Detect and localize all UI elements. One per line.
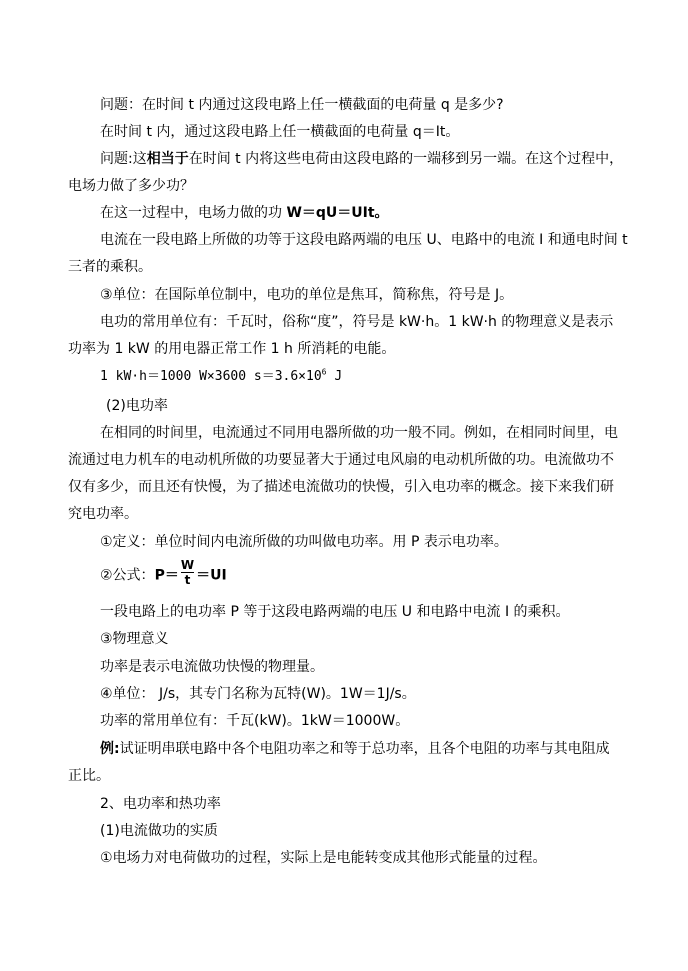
kwh-conversion-main: 1 kW·h＝1000 W×3600 s＝3.6×10 [100,369,322,384]
power-formula-fraction [181,559,194,586]
question-work-line2: 电场力做了多少功？ [68,178,194,194]
question-charge: 问题：在时间 t 内通过这段电路上任一横截面的电荷量 q 是多少? [100,97,504,113]
fraction-denominator: t [184,573,191,587]
power-paragraph-line1: 在相同的时间里，电流通过不同用电器所做的功一般不同。例如，在相同时间里，电 [100,425,618,441]
work-formula-text: 在这一过程中，电场力做的功 [100,205,287,221]
common-unit-line1: 电功的常用单位有：千瓦时，俗称“度”，符号是 kW·h。1 kW·h 的物理意义是表示 [100,314,614,330]
common-unit-line2: 功率为 1 kW 的用电器正常工作 1 h 所消耗的电能。 [68,341,396,357]
question-work-line1 [100,149,623,169]
power-formula-label: ②公式： [100,567,155,584]
power-formula-line [100,558,227,589]
work-formula-line [100,203,389,223]
emphasis-equivalent: 相当于 [146,151,189,167]
power-paragraph-line4: 究电功率。 [68,506,138,522]
essence-statement: ①电场力对电荷做功的过程，实际上是电能转变成其他形式能量的过程。 [100,850,547,866]
example-text: 试证明串联电路中各个电阻功率之和等于总功率，且各个电阻的功率与其电阻成 [119,741,610,757]
power-paragraph-line2: 流通过电力机车的电动机所做的功要显著大于通过电风扇的电动机所做的功。电流做功不 [68,452,614,468]
power-unit: ④单位： J/s，其专门名称为瓦特(W)。1W＝1J/s。 [100,686,416,702]
physical-meaning-text: 功率是表示电流做功快慢的物理量。 [100,659,324,675]
subsection-essence: (1)电流做功的实质 [100,823,218,839]
power-product-statement: 一段电路上的电功率 P 等于这段电路两端的电压 U 和电路中电流 I 的乘积。 [100,604,570,620]
example-label: 例: [100,741,120,757]
kwh-conversion [100,367,342,387]
kwh-conversion-unit: J [326,369,343,384]
work-definition-line2: 三者的乘积。 [68,259,152,275]
kwh-conversion-exponent: 6 [321,367,327,377]
fraction-numerator: W [180,558,195,572]
power-formula-rhs: ＝UI [196,567,227,584]
answer-charge: 在时间 t 内，通过这段电路上任一横截面的电荷量 q＝It。 [100,124,460,140]
power-formula-lhs: P＝ [154,567,179,584]
example-line2: 正比。 [68,768,110,784]
work-definition-line1: 电流在一段电路上所做的功等于这段电路两端的电压 U、电路中的电流 I 和通电时间 t [100,232,628,248]
example-line1 [100,739,610,759]
work-formula: W＝qU＝UIt。 [286,205,389,221]
work-unit: ③单位：在国际单位制中，电功的单位是焦耳，简称焦，符号是 J。 [100,287,514,303]
power-definition: ①定义：单位时间内电流所做的功叫做电功率。用 P 表示电功率。 [100,534,508,550]
section-power-and-heat: 2、电功率和热功率 [100,796,221,812]
question-work-prefix: 问题:这 [100,151,147,167]
section-electric-power: (2)电功率 [106,398,168,414]
power-common-unit: 功率的常用单位有：千瓦(kW)。1kW＝1000W。 [100,713,410,729]
question-work-rest: 在时间 t 内将这些电荷由这段电路的一端移到另一端。在这个过程中， [188,151,624,167]
physical-meaning-heading: ③物理意义 [100,631,169,647]
power-paragraph-line3: 仅有多少，而且还有快慢，为了描述电流做功的快慢，引入电功率的概念。接下来我们研 [68,479,614,495]
